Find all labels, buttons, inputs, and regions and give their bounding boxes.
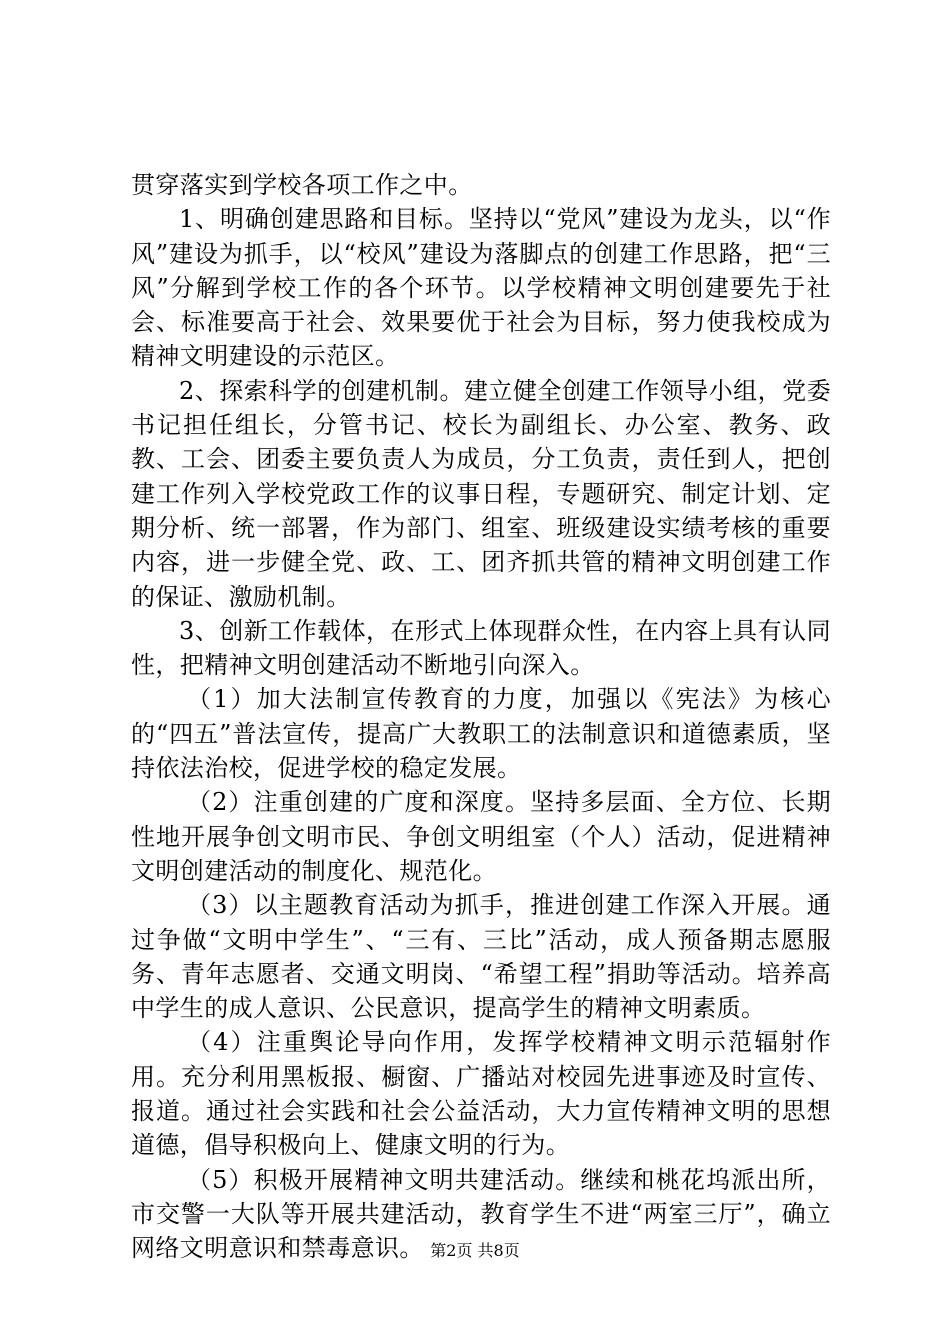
- paragraph-item-2: 2、探索科学的创建机制。建立健全创建工作领导小组，党委书记担任组长，分管书记、校长为副组长、办公室、教务、政教、工会、团委主要负责人为成员，分工负责，责任到人，把创建工作列入学校党政工作的议事日程，专题研究、制定计划、定期分析、统一部署，作为部门、组室、班级建设实绩考核的重要内容，进一步健全党、政、工、团齐抓共管的精神文明创建工作的保证、激励机制。: [131, 376, 831, 611]
- page-number-footer: 第2页 共8页: [430, 1241, 520, 1260]
- paragraph-item-3: 3、创新工作载体，在形式上体现群众性，在内容上具有认同性，把精神文明创建活动不断地引向深入。: [131, 616, 831, 680]
- paragraph-item-1: 1、明确创建思路和目标。坚持以“党风”建设为龙头，以“作风”建设为抓手，以“校风”建设为落脚点的创建工作思路，把“三风”分解到学校工作的各个环节。以学校精神文明创建要先于社会、标准要高于社会、效果要优于社会为目标，努力使我校成为精神文明建设的示范区。: [131, 205, 831, 371]
- paragraph-subitem-4: （4）注重舆论导向作用，发挥学校精神文明示范辐射作用。充分利用黑板报、橱窗、广播站对校园先进事迹及时宣传、报道。通过社会实践和社会公益活动，大力宣传精神文明的思想道德，倡导积极向上、健康文明的行为。: [131, 1028, 831, 1160]
- document-body: [131, 168, 831, 1266]
- paragraph-subitem-1: （1）加大法制宣传教育的力度，加强以《宪法》为核心的“四五”普法宣传，提高广大教职工的法制意识和道德素质，坚持依法治校，促进学校的稳定发展。: [131, 685, 831, 783]
- paragraph-continuation: 贯穿落实到学校各项工作之中。: [131, 171, 473, 199]
- paragraph-subitem-3: （3）以主题教育活动为抓手，推进创建工作深入开展。通过争做“文明中学生”、“三有、三比”活动，成人预备期志愿服务、青年志愿者、交通文明岗、“希望工程”捐助等活动。培养高中学生的成人意识、公民意识，提高学生的精神文明素质。: [131, 891, 831, 1023]
- paragraph-subitem-5: （5）积极开展精神文明共建活动。继续和桃花坞派出所，市交警一大队等开展共建活动，教育学生不进“两室三厅”，确立网络文明意识和禁毒意识。: [131, 1165, 831, 1263]
- paragraph-subitem-2: （2）注重创建的广度和深度。坚持多层面、全方位、长期性地开展争创文明市民、争创文明组室（个人）活动，促进精神文明创建活动的制度化、规范化。: [131, 788, 831, 885]
